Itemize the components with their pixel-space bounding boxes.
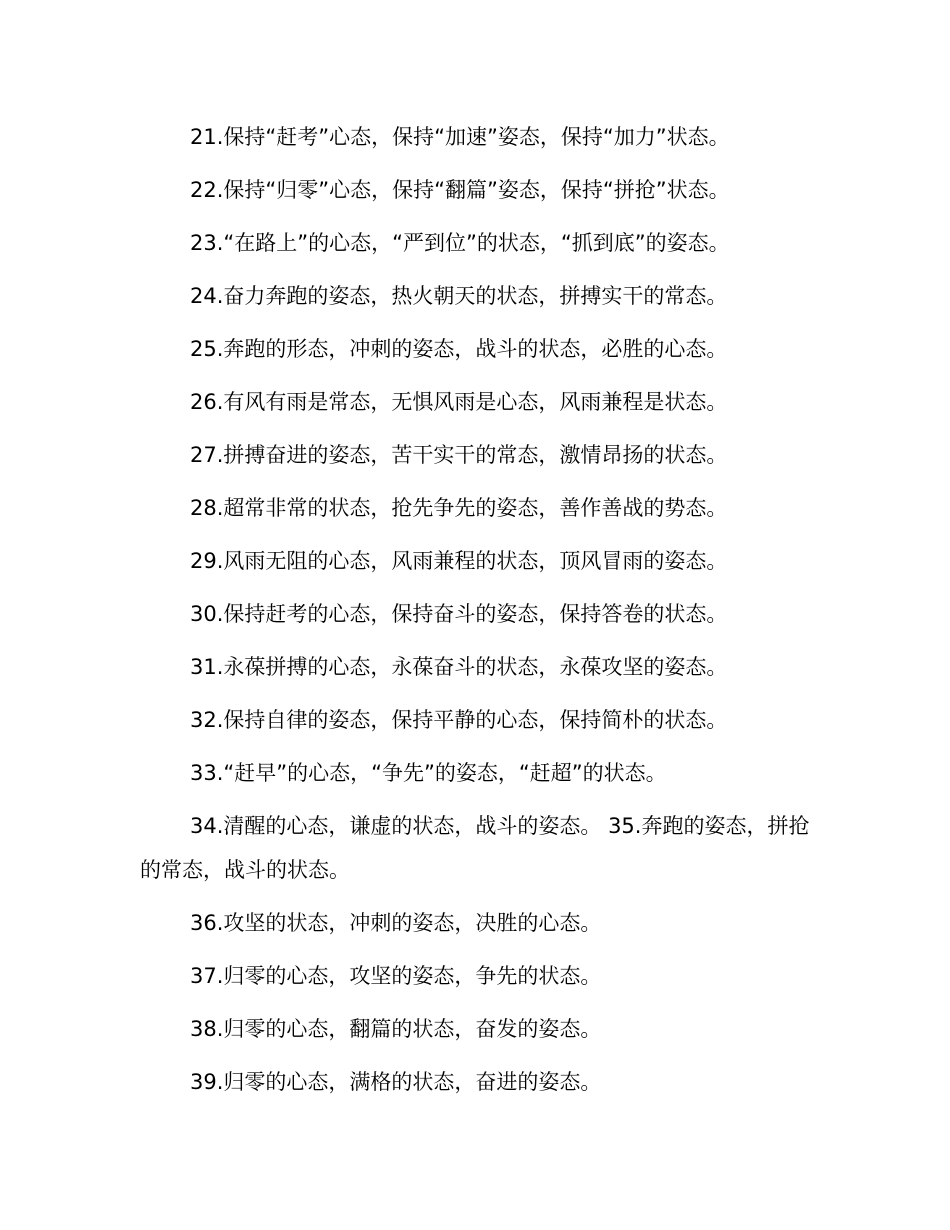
list-item: 24.奋力奔跑的姿态，热火朝天的状态，拼搏实干的常态。 <box>190 284 728 308</box>
document-body <box>140 115 815 1113</box>
list-item: 22.保持“归零”心态，保持“翻篇”姿态，保持“拼抢”状态。 <box>190 178 730 202</box>
list-item: 29.风雨无阻的心态，风雨兼程的状态，顶风冒雨的姿态。 <box>190 549 728 573</box>
list-item: 36.攻坚的状态，冲刺的姿态，决胜的心态。 <box>190 911 602 935</box>
list-item: 31.永葆拼搏的心态，永葆奋斗的状态，永葆攻坚的姿态。 <box>190 655 728 679</box>
list-item: 26.有风有雨是常态，无惧风雨是心态，风雨兼程是状态。 <box>190 390 728 414</box>
list-item: 21.保持“赶考”心态，保持“加速”姿态，保持“加力”状态。 <box>190 125 730 149</box>
list-item: 28.超常非常的状态，抢先争先的姿态，善作善战的势态。 <box>190 496 728 520</box>
list-item: 33.“赶早”的心态，“争先”的姿态，“赶超”的状态。 <box>190 761 667 785</box>
list-item: 27.拼搏奋进的姿态，苦干实干的常态，激情昂扬的状态。 <box>190 443 728 467</box>
list-item: 25.奔跑的形态，冲刺的姿态，战斗的状态，必胜的心态。 <box>190 337 728 361</box>
list-item: 34.清醒的心态，谦虚的状态，战斗的姿态。 35.奔跑的姿态，拼抢的常态，战斗的状态。 <box>140 814 810 882</box>
list-item: 38.归零的心态，翻篇的状态，奋发的姿态。 <box>190 1017 602 1041</box>
list-item: 37.归零的心态，攻坚的姿态，争先的状态。 <box>190 964 602 988</box>
list-item: 23.“在路上”的心态，“严到位”的状态，“抓到底”的姿态。 <box>190 231 730 255</box>
list-item: 39.归零的心态，满格的状态，奋进的姿态。 <box>190 1070 602 1094</box>
list-item: 32.保持自律的姿态，保持平静的心态，保持简朴的状态。 <box>190 708 728 732</box>
list-item: 30.保持赶考的心态，保持奋斗的姿态，保持答卷的状态。 <box>190 602 728 626</box>
